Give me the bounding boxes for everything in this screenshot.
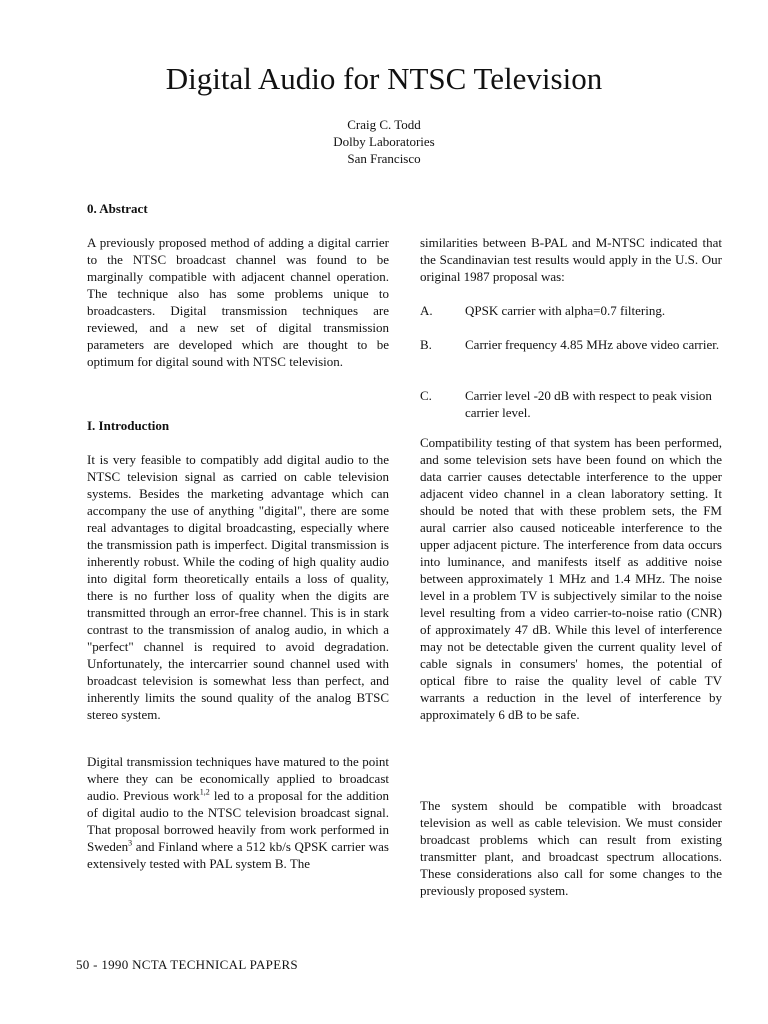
proposal-text: QPSK carrier with alpha=0.7 filtering.: [465, 303, 666, 318]
right-paragraph-3: The system should be compatible with broadcast television as well as cable television. We must consider broadcast problems which can result from existing transmitter plant, and broadcast spectrum allocations. These considerations also call for some changes to the previously proposed system.: [420, 798, 722, 898]
footnote-ref-3: 3: [128, 838, 133, 848]
proposal-text: Carrier frequency 4.85 MHz above video carrier.: [465, 337, 720, 352]
proposal-marker: C.: [420, 388, 432, 403]
abstract-heading: 0. Abstract: [87, 201, 148, 216]
byline: [0, 116, 768, 167]
author-location: San Francisco: [347, 151, 421, 166]
abstract-text: A previously proposed method of adding a digital carrier to the NTSC broadcast channel was found to be marginally compatible with adjacent channel operation. The technique also has some problems unique to broadcasters. Digital transmission techniques are reviewed, and a new set of digital transmission parameters are developed which are thought to be optimum for digital sound with NTSC television.: [87, 235, 389, 369]
introduction-heading: I. Introduction: [87, 418, 170, 433]
proposal-text: Carrier level -20 dB with respect to peak vision carrier level.: [465, 388, 712, 420]
p2-text-c: and Finland where a 512 kb/s QPSK carrier was extensively tested with PAL system B. The: [87, 839, 389, 871]
introduction-paragraph-2: [87, 753, 389, 872]
page-footer: 50 - 1990 NCTA TECHNICAL PAPERS: [76, 957, 298, 972]
p2-text-b: led to a proposal for the addition of digital audio to the NTSC television broadcast signal. That proposal borrowed heavily from work performed in Sweden: [87, 788, 389, 854]
proposal-marker: B.: [420, 337, 432, 352]
p2-text-a: Digital transmission techniques have matured to the point where they can be economically applied to broadcast audio. Previous work: [87, 754, 389, 803]
proposal-marker: A.: [420, 303, 433, 318]
author-affiliation: Dolby Laboratories: [333, 134, 435, 149]
footnote-ref-1-2: 1,2: [199, 787, 210, 797]
paper-title: Digital Audio for NTSC Television: [165, 61, 603, 96]
author-name: Craig C. Todd: [347, 117, 421, 132]
introduction-paragraph-1: It is very feasible to compatibly add digital audio to the NTSC television signal as carried on cable television systems. Besides the marketing advantage which can accompany the use of anything "digital", there are some real advantages to digital broadcasting, especially where the transmission path is imperfect. Digital transmission is inherently robust. While the coding of high quality audio into digital form theoretically entails a loss of quality, there is no further loss of quality when the digits are transmitted through an error-free channel. This is in stark contrast to the transmission of analog audio, in which a "perfect" channel is required to avoid degradation. Unfortunately, the intercarrier sound channel used with broadcast television is somewhat less than perfect, and inherently limits the sound quality of the analog BTSC stereo system.: [87, 452, 389, 722]
right-paragraph-1: similarities between B-PAL and M-NTSC indicated that the Scandinavian test results would apply in the U.S. Our original 1987 proposal was:: [420, 235, 722, 284]
right-paragraph-2: Compatibility testing of that system has been performed, and some television sets have been found on which the data carrier causes detectable interference to the upper adjacent video channel in a clean laboratory setting. It should be noted that with these problem sets, the FM aural carrier also caused noticeable interference to the upper adjacent picture. The interference from data occurs into luminance, and manifests itself as additive noise between approximately 1 MHz and 1.4 MHz. The noise level in a problem TV is subjectively similar to the noise level resulting from a video carrier-to-noise ratio (CNR) of approximately 47 dB. While this level of interference may not be detectable given the current quality level of cable signals in consumers' homes, the potential of optical fibre to raise the quality level of cable TV warrants a reduction in the level of interference by approximately 6 dB to be safe.: [420, 435, 722, 722]
